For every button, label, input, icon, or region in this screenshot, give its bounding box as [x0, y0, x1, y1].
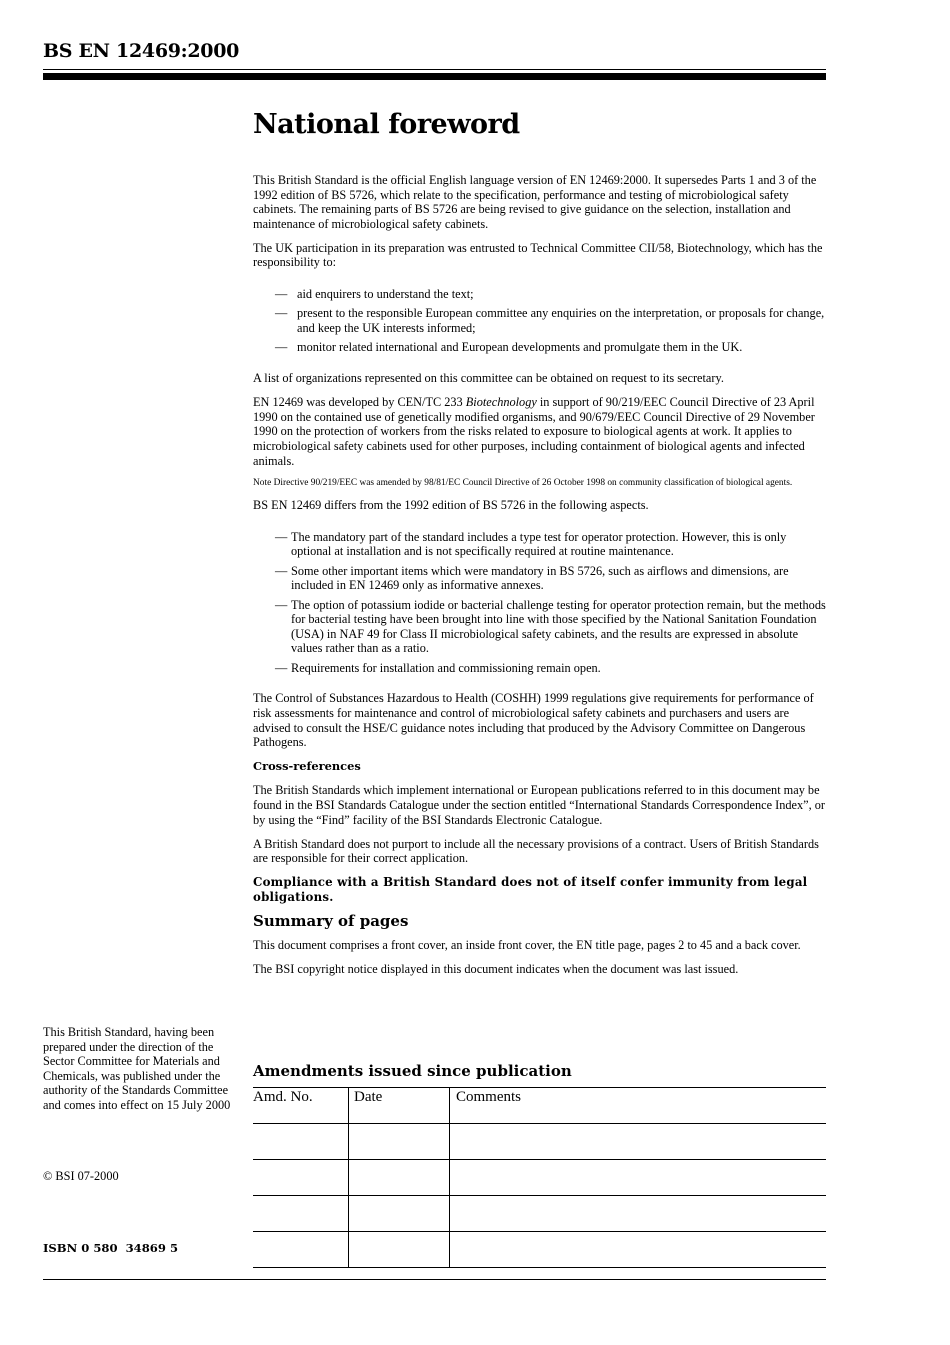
crossref-paragraph: The British Standards which implement international or European publications referred to in this document may be found in the BSI Standards Catalogue under the section entitled “International Standards Correspondence Index”, or by using the “Find” facility of the BSI Standards Electronic Catalogue. [253, 783, 825, 827]
table-cell [349, 1232, 450, 1268]
foreword-body [253, 108, 826, 986]
isbn-number: ISBN 0 580 34869 5 [43, 1241, 179, 1255]
amendments-table [253, 1087, 826, 1268]
column-header-comments: Comments [450, 1088, 827, 1124]
table-row [253, 1160, 826, 1196]
list-item-text: aid enquirers to understand the text; [297, 287, 474, 302]
differences-list [275, 530, 826, 676]
table-header-row [253, 1088, 826, 1124]
list-item [275, 661, 826, 676]
participation-paragraph: The UK participation in its preparation was entrusted to Technical Committee CII/58, Biotechnology, which has the responsibility to: [253, 240, 823, 270]
dash-bullet: — [275, 597, 288, 612]
header-rule-thick [43, 73, 826, 80]
development-text-end: in support of 90/219/EEC Council Directive of 23 April 1990 on the contained use of genetically modified organisms, and 90/679/EEC Council Directive of 29 November 1990 on the protection of workers from the risks related to exposure to biological agents at work. It applies to microbiological safety cabinets used for other purposes, including containment of biological agents and infected animals. [253, 395, 815, 468]
contract-paragraph: A British Standard does not purport to include all the necessary provisions of a contract. Users of British Standards are responsible for their correct application. [253, 836, 819, 866]
list-item-text: The option of potassium iodide or bacterial challenge testing for operator protection remain, but the methods for bacterial testing have been brought into line with those specified by the National Sanitation Foundation (USA) in NAF 49 for Class II microbiological safety cabinets, and the results are expressed in absolute values rather than as a ratio. [291, 597, 826, 656]
responsibility-list [275, 287, 826, 355]
table-row [253, 1196, 826, 1232]
organizations-paragraph: A list of organizations represented on this committee can be obtained on request to its secretary. [253, 371, 724, 386]
list-item-text: present to the responsible European committee any enquiries on the interpretation, or proposals for change, and keep the UK interests informed; [297, 306, 825, 336]
list-item [275, 340, 826, 355]
column-header-amd-no: Amd. No. [253, 1088, 349, 1124]
table-row [253, 1232, 826, 1268]
summary-heading: Summary of pages [253, 912, 409, 931]
table-cell [349, 1160, 450, 1196]
table-cell [450, 1232, 827, 1268]
table-cell [349, 1196, 450, 1232]
copyright-line: © BSI 07-2000 [43, 1169, 119, 1183]
page-title: National foreword [253, 109, 520, 140]
development-paragraph [253, 395, 826, 468]
table-cell [253, 1196, 349, 1232]
table-cell [450, 1196, 827, 1232]
list-item [275, 564, 826, 593]
dash-bullet: — [275, 287, 288, 302]
footer-rule [43, 1279, 826, 1280]
summary-paragraph: This document comprises a front cover, an inside front cover, the EN title page, pages 2 to 45 and a back cover. [253, 937, 801, 952]
publication-note: This British Standard, having been prepared under the direction of the Sector Committee for Materials and Chemicals, was published under the authority of the Standards Committee and comes into effect on 15 July 2000 [43, 1025, 231, 1112]
list-item-text: Requirements for installation and commissioning remain open. [291, 660, 601, 675]
document-code: BS EN 12469:2000 [43, 40, 240, 62]
list-item [275, 306, 826, 335]
column-header-date: Date [349, 1088, 450, 1124]
development-text-start: EN 12469 was developed by CEN/TC 233 [253, 395, 466, 410]
intro-paragraph: This British Standard is the official English language version of EN 12469:2000. It supersedes Parts 1 and 3 of the 1992 edition of BS 5726, which relate to the specification, performance and testing of microbiological safety cabinets. The remaining parts of BS 5726 are being revised to give guidance on the selection, installation and maintenance of microbiological safety cabinets. [253, 173, 817, 231]
list-item [275, 287, 826, 302]
table-cell [253, 1124, 349, 1160]
list-item-text: Some other important items which were mandatory in BS 5726, such as airflows and dimensions, are included in EN 12469 only as informative annexes. [291, 563, 789, 593]
dash-bullet: — [275, 340, 288, 355]
dash-bullet: — [275, 563, 288, 578]
directive-note: Note Directive 90/219/EEC was amended by 98/81/EC Council Directive of 26 October 1998 on community classification of biological agents. [253, 477, 793, 488]
table-cell [253, 1232, 349, 1268]
table-cell [349, 1124, 450, 1160]
dash-bullet: — [275, 660, 288, 675]
list-item [275, 598, 826, 656]
compliance-statement: Compliance with a British Standard does not of itself confer immunity from legal obligations. [253, 875, 808, 904]
dash-bullet: — [275, 306, 288, 321]
header-rule-thin [43, 69, 826, 70]
table-cell [450, 1160, 827, 1196]
table-row [253, 1124, 826, 1160]
dash-bullet: — [275, 529, 288, 544]
table-cell [253, 1160, 349, 1196]
table-cell [450, 1124, 827, 1160]
list-item-text: monitor related international and European developments and promulgate them in the UK. [297, 340, 743, 355]
committee-name: Biotechnology [465, 395, 537, 410]
list-item [275, 530, 826, 559]
amendments-heading: Amendments issued since publication [253, 1062, 572, 1080]
differs-paragraph: BS EN 12469 differs from the 1992 edition of BS 5726 in the following aspects. [253, 498, 649, 513]
coshh-paragraph: The Control of Substances Hazardous to Health (COSHH) 1999 regulations give requirements for performance of risk assessments for maintenance and control of microbiological safety cabinets and purchasers and users are advised to consult the HSE/C guidance notes including that produced by the Advisory Committee on Dangerous Pathogens. [253, 691, 814, 750]
copyright-notice-paragraph: The BSI copyright notice displayed in this document indicates when the document was last issued. [253, 961, 739, 976]
crossref-heading: Cross-references [253, 759, 361, 774]
list-item-text: The mandatory part of the standard includes a type test for operator protection. However, this is only optional at installation and is not specifically required at routine maintenance. [291, 529, 787, 559]
